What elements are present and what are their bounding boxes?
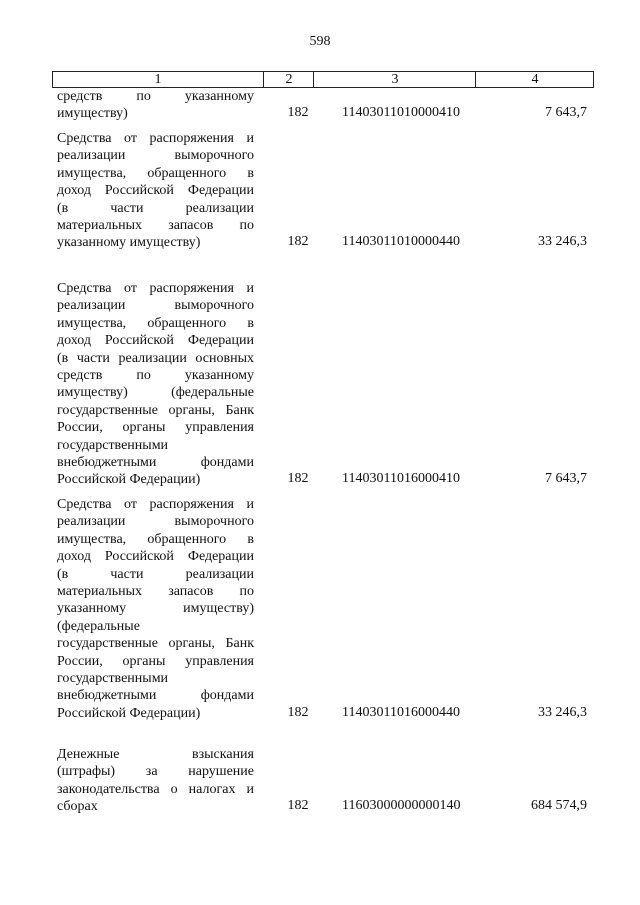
description-line: реализации выморочного	[57, 298, 254, 314]
description-line: Российской Федерации)	[57, 472, 201, 488]
row-description	[57, 280, 254, 489]
description-line: законодательства о налогах и	[57, 781, 254, 797]
budget-code: 11403011010000440	[342, 234, 460, 250]
description-line: государственными	[57, 437, 169, 453]
row-description	[57, 130, 254, 252]
description-line: (в части реализации	[57, 200, 254, 216]
description-line: (федеральные	[57, 618, 140, 634]
description-line: Средства от распоряжения и	[57, 497, 254, 512]
description-line: Российской Федерации)	[57, 705, 201, 721]
description-line: указанному имуществу)	[57, 601, 254, 617]
description-line: Денежные взыскания	[57, 747, 254, 762]
code-admin: 182	[287, 105, 309, 121]
description-line: имущества, обращенного в	[57, 165, 254, 181]
description-line: доход Российской Федерации	[57, 549, 254, 565]
description-line: имущества, обращенного в	[57, 531, 254, 547]
description-line: внебюджетными фондами	[57, 688, 254, 704]
amount: 33 246,3	[538, 704, 587, 720]
description-line: указанному имуществу)	[57, 235, 201, 251]
description-line: государственные органы, Банк	[57, 636, 254, 652]
description-line: (в части реализации	[57, 566, 254, 582]
description-line: материальных запасов по	[57, 218, 254, 234]
description-line: государственные органы, Банк	[57, 402, 254, 418]
header-col-2: 2	[263, 72, 314, 87]
amount: 7 643,7	[545, 471, 587, 487]
description-line: средств по указанному	[57, 89, 254, 104]
budget-code: 11603000000000140	[342, 798, 461, 814]
description-line: Средства от распоряжения и	[57, 281, 254, 296]
description-line: имуществу) (федеральные	[57, 385, 254, 401]
description-line: Средства от распоряжения и	[57, 131, 254, 146]
description-line: средств по указанному	[57, 368, 254, 384]
description-line: имуществу)	[57, 106, 128, 122]
header-col-3: 3	[313, 72, 476, 87]
row-description	[57, 496, 254, 722]
amount: 7 643,7	[545, 105, 587, 121]
budget-code: 11403011016000440	[342, 704, 460, 720]
code-admin: 182	[287, 798, 309, 814]
description-line: государственными	[57, 671, 169, 687]
row-description	[57, 88, 254, 123]
description-line: России, органы управления	[57, 420, 254, 436]
description-line: материальных запасов по	[57, 584, 254, 600]
code-admin: 182	[287, 471, 309, 487]
header-col-1: 1	[154, 72, 162, 87]
description-line: (в части реализации основных	[57, 350, 254, 366]
row-description	[57, 746, 254, 816]
description-line: сборах	[57, 799, 98, 815]
budget-code: 11403011016000410	[342, 471, 460, 487]
table-header	[52, 71, 594, 88]
description-line: доход Российской Федерации	[57, 183, 254, 199]
amount: 33 246,3	[538, 234, 587, 250]
description-line: реализации выморочного	[57, 514, 254, 530]
budget-code: 11403011010000410	[342, 105, 460, 121]
amount: 684 574,9	[531, 798, 587, 814]
description-line: внебюджетными фондами	[57, 455, 254, 471]
description-line: России, органы управления	[57, 653, 254, 669]
description-line: имущества, обращенного в	[57, 315, 254, 331]
description-line: (штрафы) за нарушение	[57, 764, 254, 780]
code-admin: 182	[287, 704, 309, 720]
page-number: 598	[309, 34, 331, 49]
header-col-4: 4	[475, 72, 594, 87]
description-line: реализации выморочного	[57, 148, 254, 164]
code-admin: 182	[287, 234, 309, 250]
description-line: доход Российской Федерации	[57, 333, 254, 349]
